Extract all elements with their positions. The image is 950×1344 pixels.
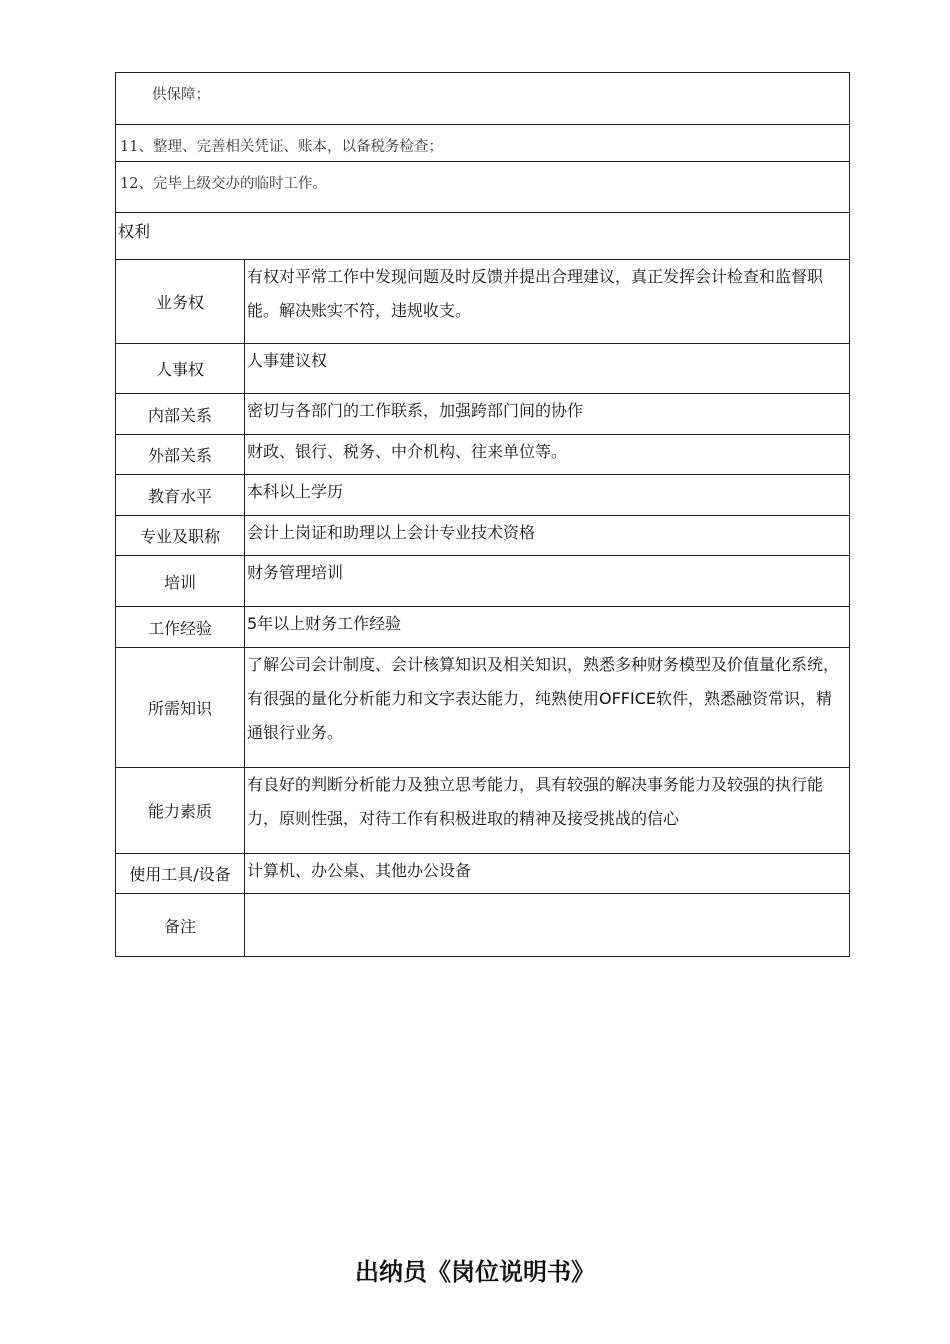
row-label-work-experience: 工作经验 [116,607,245,648]
row-label-tools: 使用工具/设备 [116,854,245,894]
row-label-external-relations: 外部关系 [116,435,245,475]
row-value-required-knowledge: 了解公司会计制度、会计核算知识及相关知识，熟悉多种财务模型及价值量化系统，有很强的量化分析能力和文字表达能力，纯熟使用OFFICE软件，熟悉融资常识，精通银行业务。 [245,648,850,768]
row-label-internal-relations: 内部关系 [116,394,245,435]
row-value-competencies: 有良好的判断分析能力及独立思考能力，具有较强的解决事务能力及较强的执行能力，原则性强，对待工作有积极进取的精神及接受挑战的信心 [245,768,850,854]
row-value-professional-title: 会计上岗证和助理以上会计专业技术资格 [245,516,850,556]
duty-continuation-line: 供保障； [116,73,850,125]
duty-item-11: 11、整理、完善相关凭证、账本，以备税务检查； [116,125,850,162]
job-description-table [115,72,850,957]
duty-item-12: 12、完毕上级交办的临时工作。 [116,162,850,213]
row-value-business-rights: 有权对平常工作中发现问题及时反馈并提出合理建议，真正发挥会计检查和监督职能。解决账实不符，违规收支。 [245,260,850,344]
row-label-personnel-rights: 人事权 [116,344,245,394]
row-label-education: 教育水平 [116,475,245,516]
row-value-education: 本科以上学历 [245,475,850,516]
row-value-work-experience: 5年以上财务工作经验 [245,607,850,648]
row-value-external-relations: 财政、银行、税务、中介机构、往来单位等。 [245,435,850,475]
row-label-remarks: 备注 [116,894,245,957]
section-heading-rights: 权利 [116,213,850,260]
row-value-internal-relations: 密切与各部门的工作联系，加强跨部门间的协作 [245,394,850,435]
row-label-professional-title: 专业及职称 [116,516,245,556]
row-value-training: 财务管理培训 [245,556,850,607]
row-label-business-rights: 业务权 [116,260,245,344]
row-value-remarks [245,894,850,957]
row-value-tools: 计算机、办公桌、其他办公设备 [245,854,850,894]
document-title: 出纳员《岗位说明书》 [355,1258,595,1286]
row-value-personnel-rights: 人事建议权 [245,344,850,394]
row-label-required-knowledge: 所需知识 [116,648,245,768]
row-label-training: 培训 [116,556,245,607]
row-label-competencies: 能力素质 [116,768,245,854]
